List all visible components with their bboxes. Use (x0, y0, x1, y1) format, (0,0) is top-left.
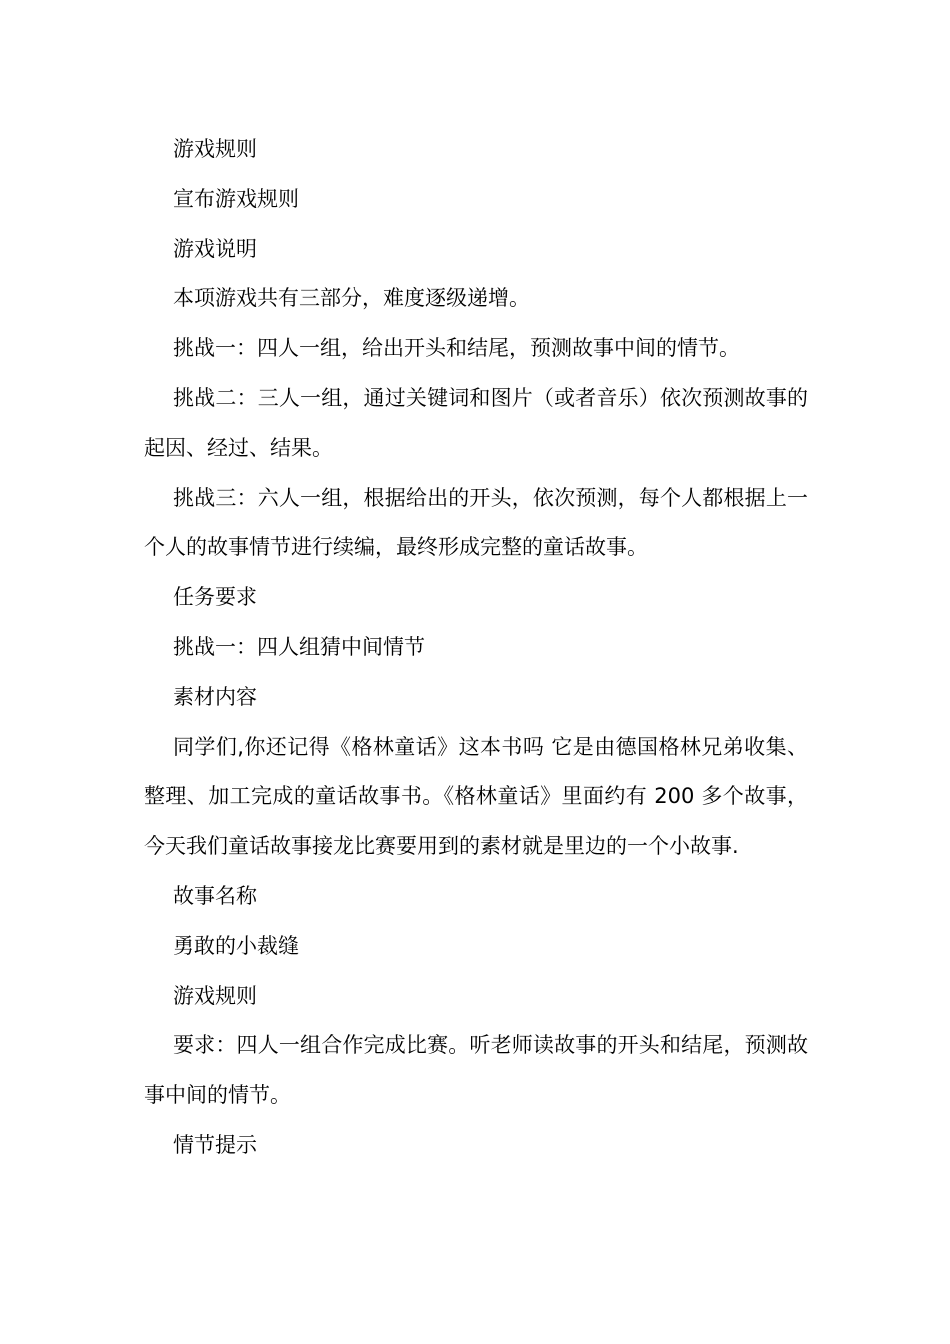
paragraph-material-text: 同学们,你还记得《格林童话》这本书吗 它是由德国格林兄弟收集、整理、加工完成的童话故事书。《格林童话》里面约有 200 多个故事，今天我们童话故事接龙比赛要用到的素材就是里边的一个小故事. (144, 734, 808, 859)
heading-challenge-1-title: 挑战一：四人组猜中间情节 (173, 634, 425, 659)
heading-game-rules-2: 游戏规则 (173, 983, 257, 1008)
heading-game-rules: 游戏规则 (173, 137, 257, 161)
heading-story-name: 故事名称 (173, 883, 257, 908)
heading-plot-hints: 情节提示 (173, 1132, 257, 1157)
heading-game-description: 游戏说明 (173, 236, 257, 261)
paragraph-challenge-1: 挑战一：四人一组，给出开头和结尾，预测故事中间的情节。 (173, 336, 740, 361)
paragraph-challenge-2: 挑战二：三人一组，通过关键词和图片（或者音乐）依次预测故事的起因、经过、结果。 (144, 385, 808, 460)
paragraph-challenge-3: 挑战三：六人一组，根据给出的开头，依次预测，每个人都根据上一个人的故事情节进行续编，最终形成完整的童话故事。 (144, 485, 808, 560)
heading-announce-rules: 宣布游戏规则 (173, 186, 299, 211)
paragraph-overview: 本项游戏共有三部分，难度逐级递增。 (173, 286, 530, 311)
heading-material-content: 素材内容 (173, 684, 257, 709)
heading-task-requirements: 任务要求 (173, 585, 257, 610)
paragraph-requirements: 要求：四人一组合作完成比赛。听老师读故事的开头和结尾，预测故事中间的情节。 (144, 1033, 808, 1108)
story-title: 勇敢的小裁缝 (173, 933, 299, 958)
document-page (144, 125, 808, 1171)
